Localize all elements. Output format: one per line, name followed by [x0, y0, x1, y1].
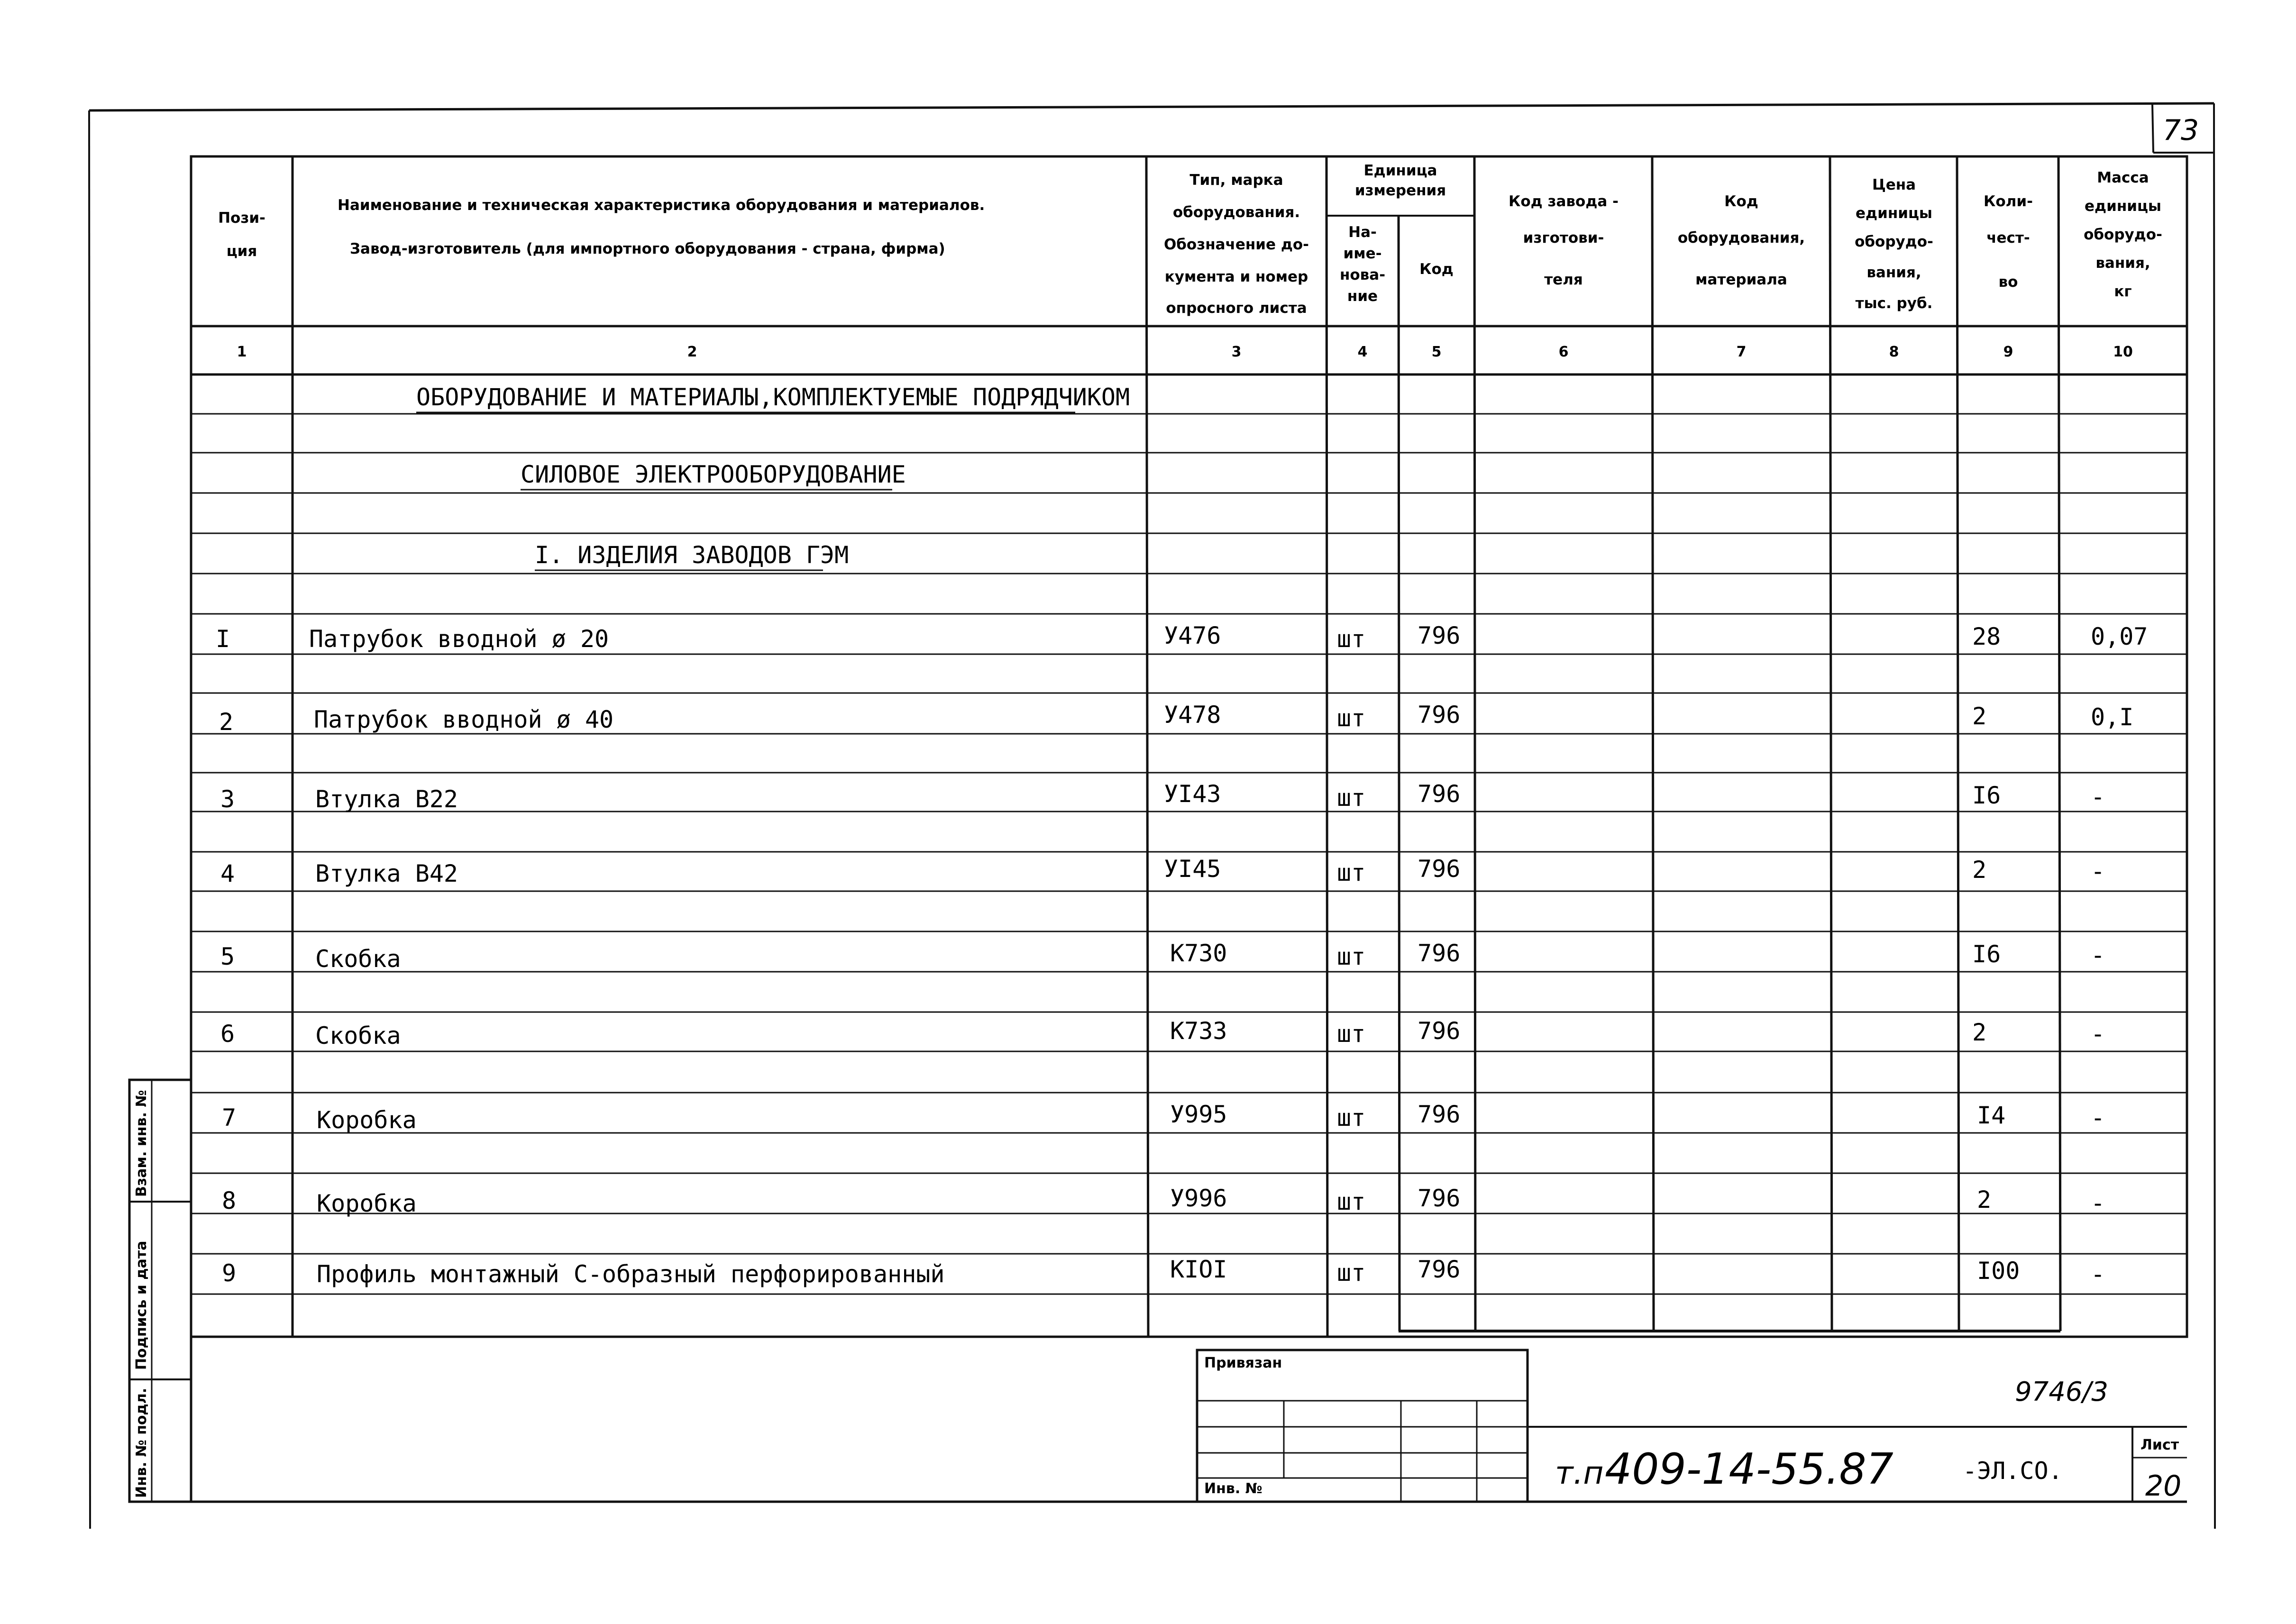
cell-unit: шт — [1337, 859, 1366, 886]
cell-code: 796 — [1418, 940, 1461, 967]
hdr-name-1: Наименование и техническая характеристика оборудования и материалов. — [338, 197, 985, 214]
table-row — [222, 1185, 2105, 1217]
table-body — [216, 622, 2148, 1288]
cell-name: Патрубок вводной ø 40 — [314, 706, 614, 733]
title-block — [191, 1350, 2187, 1503]
hdr-unit-name-3: нова- — [1339, 266, 1386, 283]
hdr-mass-5: кг — [2114, 283, 2132, 300]
cell-position: 7 — [222, 1104, 237, 1131]
hdr-mass-3: оборудо- — [2084, 226, 2162, 243]
sheet-label: Лист — [2140, 1437, 2179, 1453]
hdr-unit-name-4: ние — [1347, 288, 1378, 305]
hdr-equip-code-1: Код — [1724, 193, 1758, 210]
hdr-mass-4: вания, — [2095, 255, 2150, 272]
cell-unit: шт — [1337, 1104, 1366, 1131]
table-row — [220, 940, 2105, 973]
hdr-equip-code-2: оборудования, — [1677, 229, 1805, 246]
table-row — [222, 1101, 2105, 1134]
side-stamp — [129, 1080, 191, 1502]
section-headings — [416, 383, 1130, 570]
row-lines — [191, 414, 2187, 1294]
hdr-pos-1: Пози- — [218, 210, 265, 227]
cell-name: Профиль монтажный С-образный перфорированный — [317, 1260, 945, 1288]
hdr-type-4: кумента и номер — [1164, 268, 1308, 285]
cell-code: 796 — [1418, 1256, 1461, 1283]
hdr-factory-1: Код завода - — [1509, 193, 1619, 210]
cell-position: I — [216, 625, 230, 653]
cell-type: КIOI — [1170, 1256, 1227, 1283]
hdr-type-5: опросного листа — [1166, 300, 1307, 317]
doc-suffix: -ЭЛ.СО. — [1963, 1457, 2063, 1485]
hdr-price-5: тыс. руб. — [1855, 295, 1933, 312]
cell-mass: - — [2091, 1104, 2105, 1131]
hdr-factory-2: изготови- — [1523, 229, 1604, 246]
hdr-type-3: Обозначение до- — [1163, 236, 1309, 253]
section-heading-3: I. ИЗДЕЛИЯ ЗАВОДОВ ГЭМ — [535, 541, 849, 569]
hdr-equip-code-3: материала — [1695, 271, 1787, 288]
cell-code: 796 — [1418, 855, 1461, 883]
hdr-qty-1: Коли- — [1984, 193, 2033, 210]
side-stamp-sign: Подпись и дата — [133, 1241, 150, 1370]
cell-type: У996 — [1170, 1185, 1227, 1212]
cell-name: Втулка В42 — [315, 860, 458, 887]
hdr-type-1: Тип, марка — [1189, 172, 1283, 189]
side-stamp-replace: Взам. инв. № — [133, 1090, 150, 1197]
cell-name: Коробка — [317, 1106, 417, 1134]
cell-qty: I6 — [1972, 940, 2001, 968]
cell-position: 8 — [222, 1187, 237, 1214]
cell-mass: - — [2091, 1260, 2105, 1288]
cell-mass: - — [2091, 858, 2105, 885]
cell-name: Скобка — [315, 945, 401, 973]
cell-code: 796 — [1418, 780, 1461, 808]
cell-type: К730 — [1170, 940, 1227, 967]
table-row — [220, 1017, 2105, 1049]
cell-position: 4 — [220, 860, 235, 887]
cell-name: Скобка — [315, 1022, 401, 1049]
hdr-unit-group-1: Единица — [1363, 162, 1437, 179]
cell-unit: шт — [1337, 704, 1366, 732]
cell-mass: 0,07 — [2091, 623, 2148, 650]
cell-type: У995 — [1170, 1101, 1227, 1128]
cell-code: 796 — [1418, 1017, 1461, 1045]
cell-qty: I6 — [1972, 782, 2001, 809]
cell-qty: 2 — [1972, 856, 1987, 884]
hdr-price-1: Цена — [1872, 176, 1916, 193]
hdr-qty-3: во — [1998, 274, 2018, 291]
col-number: 8 — [1889, 344, 1899, 360]
hdr-type-2: оборудования. — [1172, 204, 1300, 221]
col-number: 9 — [2003, 344, 2013, 360]
stamp-privyazan: Привязан — [1204, 1355, 1282, 1371]
cell-unit: шт — [1337, 625, 1366, 653]
col-number: 10 — [2113, 344, 2133, 360]
hdr-mass-1: Масса — [2097, 169, 2149, 186]
cell-type: У478 — [1164, 701, 1221, 729]
col-number: 2 — [687, 344, 697, 360]
section-heading-2: СИЛОВОЕ ЭЛЕКТРООБОРУДОВАНИЕ — [521, 461, 906, 488]
cell-qty: 2 — [1972, 703, 1987, 730]
cell-unit: шт — [1337, 1020, 1366, 1048]
specification-table — [191, 156, 2187, 1337]
hdr-unit-name-1: На- — [1348, 224, 1377, 241]
hdr-unit-group-2: измерения — [1354, 182, 1446, 199]
table-row — [220, 780, 2105, 813]
cell-unit: шт — [1337, 943, 1366, 970]
table-row — [222, 1256, 2105, 1288]
hdr-price-3: оборудо- — [1855, 233, 1933, 250]
doc-prefix: т.п — [1555, 1455, 1604, 1491]
cell-type: У476 — [1164, 622, 1221, 649]
table-row — [219, 701, 2133, 736]
cell-type: УI43 — [1164, 780, 1221, 808]
col-number: 1 — [237, 344, 247, 360]
top-sheet-number: 73 — [2162, 114, 2199, 147]
cell-unit: шт — [1337, 1259, 1366, 1286]
col-number: 5 — [1431, 344, 1442, 360]
col-number: 3 — [1231, 344, 1242, 360]
hdr-pos-2: ция — [226, 243, 257, 260]
col-number: 6 — [1558, 344, 1569, 360]
table-row — [220, 855, 2105, 887]
sheet-frame — [89, 103, 2215, 1529]
cell-position: 6 — [220, 1020, 235, 1048]
cell-code: 796 — [1418, 1101, 1461, 1128]
cell-qty: I4 — [1977, 1102, 2006, 1129]
cell-unit: шт — [1337, 1188, 1366, 1215]
cell-position: 3 — [220, 785, 235, 813]
sheet-value: 20 — [2145, 1469, 2182, 1503]
col-number: 7 — [1736, 344, 1747, 360]
cell-position: 9 — [222, 1259, 237, 1287]
cell-qty: 2 — [1977, 1186, 1992, 1213]
cell-mass: - — [2091, 941, 2105, 969]
cell-name: Коробка — [317, 1190, 417, 1217]
cell-code: 796 — [1418, 1185, 1461, 1212]
hdr-mass-2: единицы — [2085, 198, 2161, 215]
cell-code: 796 — [1418, 701, 1461, 729]
section-heading-1: ОБОРУДОВАНИЕ И МАТЕРИАЛЫ,КОМПЛЕКТУЕМЫЕ ПОДРЯДЧИКОМ — [416, 383, 1130, 411]
column-number-row — [237, 344, 2133, 360]
cell-type: К733 — [1170, 1017, 1227, 1045]
side-stamp-inv: Инв. № подл. — [133, 1387, 150, 1498]
table-header — [218, 162, 2162, 317]
doc-code: 409-14-55.87 — [1605, 1444, 1894, 1494]
cell-mass: - — [2091, 1020, 2105, 1048]
cell-mass: - — [2091, 1189, 2105, 1217]
cell-mass: 0,I — [2091, 703, 2134, 731]
cell-qty: 28 — [1972, 623, 2001, 650]
cell-qty: I00 — [1977, 1257, 2020, 1285]
stamp-inv-no: Инв. № — [1204, 1480, 1262, 1497]
cell-mass: - — [2091, 783, 2105, 811]
hdr-price-4: вания, — [1866, 264, 1921, 281]
hdr-name-2: Завод-изготовитель (для импортного оборудования - страна, фирма) — [350, 240, 945, 257]
hdr-unit-name-2: име- — [1343, 245, 1382, 262]
hdr-qty-2: чест- — [1986, 229, 2030, 246]
cell-type: УI45 — [1164, 855, 1221, 883]
cell-qty: 2 — [1972, 1019, 1987, 1046]
hdr-factory-3: теля — [1544, 271, 1583, 288]
table-row — [216, 622, 2148, 653]
col-number: 4 — [1357, 344, 1368, 360]
cell-name: Патрубок вводной ø 20 — [309, 625, 609, 653]
cell-position: 5 — [220, 943, 235, 970]
hdr-price-2: единицы — [1856, 205, 1932, 222]
cell-position: 2 — [219, 708, 234, 736]
archive-number: 9746/3 — [2015, 1377, 2109, 1407]
cell-unit: шт — [1337, 784, 1366, 812]
column-lines — [293, 156, 2060, 1337]
hdr-unit-code: Код — [1419, 261, 1454, 278]
cell-name: Втулка В22 — [315, 785, 458, 813]
cell-code: 796 — [1418, 622, 1461, 649]
